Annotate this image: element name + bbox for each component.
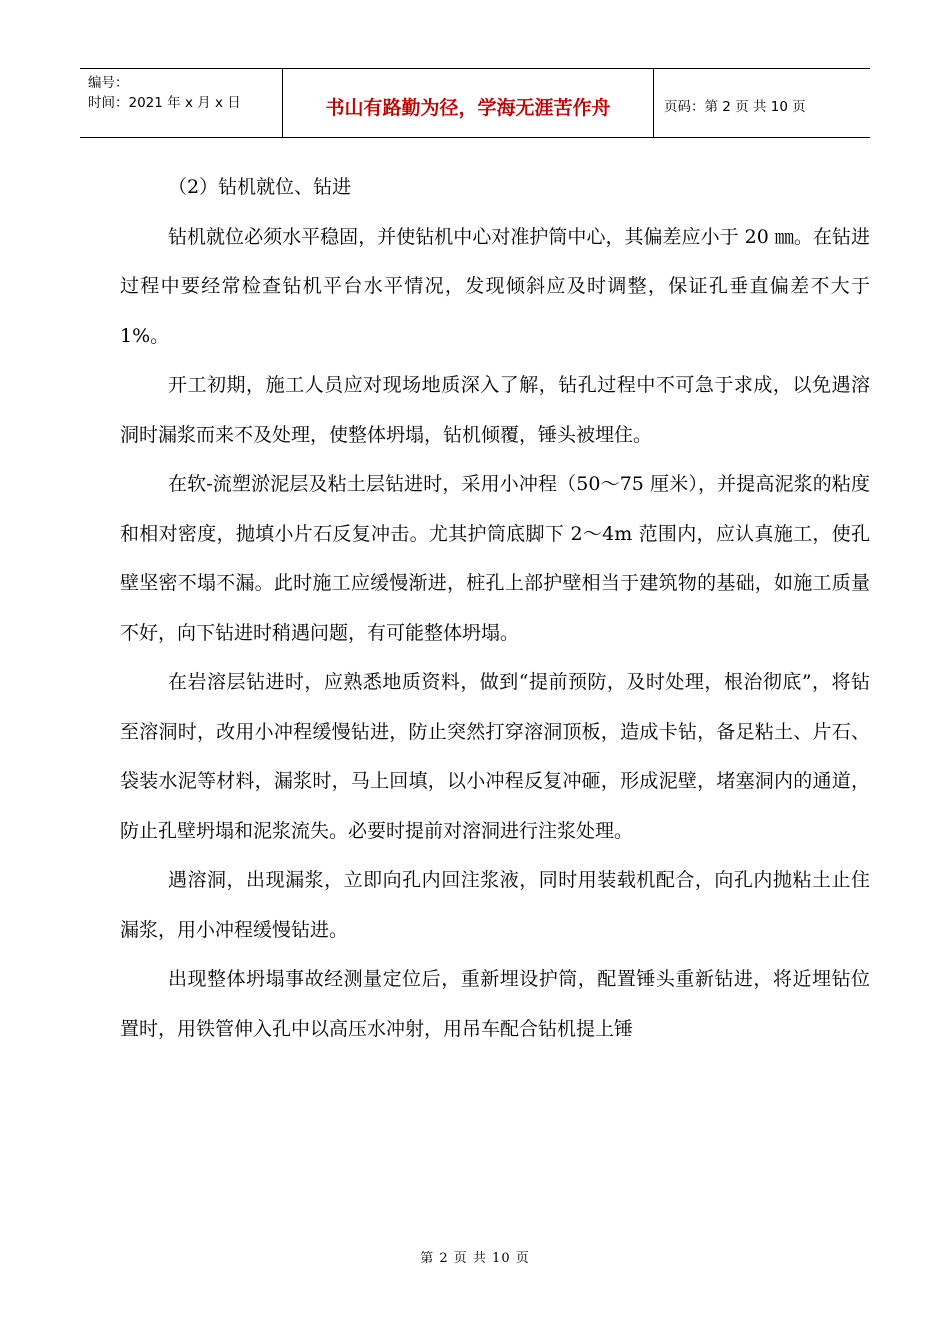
document-body	[120, 163, 870, 1054]
header-meta	[80, 69, 282, 137]
time-label: 时间：2021 年 x 月 x 日	[88, 95, 241, 111]
paragraph: 钻机就位必须水平稳固，并使钻机中心对准护筒中心，其偏差应小于 20 ㎜。在钻进过程中要经常检查钻机平台水平情况，发现倾斜应及时调整，保证孔垂直偏差不大于 1%。	[120, 225, 870, 347]
paragraph: 遇溶洞，出现漏浆，立即向孔内回注浆液，同时用装载机配合，向孔内抛粘土止住漏浆，用小冲程缓慢钻进。	[120, 869, 870, 941]
header-page-info: 页码：第 2 页 共 10 页	[664, 99, 806, 115]
paragraph: 在岩溶层钻进时，应熟悉地质资料，做到“提前预防，及时处理，根治彻底”，将钻至溶洞时，改用小冲程缓慢钻进，防止突然打穿溶洞顶板，造成卡钻，备足粘土、片石、袋装水泥等材料，漏浆时，马上回填，以小冲程反复冲砸，形成泥壁，堵塞洞内的通道，防止孔壁坍塌和泥浆流失。必要时提前对溶洞进行注浆处理。	[120, 671, 870, 842]
page-header	[80, 68, 870, 138]
paragraph: 在软-流塑淤泥层及粘土层钻进时，采用小冲程（50～75 厘米），并提高泥浆的粘度和相对密度，抛填小片石反复冲击。尤其护筒底脚下 2～4m 范围内，应认真施工，使孔壁坚密不塌不漏。此时施工应缓慢渐进，桩孔上部护壁相当于建筑物的基础，如施工质量不好，向下钻进时稍遇问题，有可能整体坍塌。	[120, 473, 870, 644]
paragraph: 出现整体坍塌事故经测量定位后，重新埋设护筒，配置锤头重新钻进，将近埋钻位置时，用铁管伸入孔中以高压水冲射，用吊车配合钻机提上锤	[120, 968, 870, 1040]
number-label: 编号：	[88, 75, 129, 91]
page-footer: 第 2 页 共 10 页	[420, 1251, 530, 1266]
section-heading: （2）钻机就位、钻进	[168, 176, 352, 198]
paragraph: 开工初期，施工人员应对现场地质深入了解，钻孔过程中不可急于求成，以免遇溶洞时漏浆而来不及处理，使整体坍塌，钻机倾覆，锤头被埋住。	[120, 374, 870, 446]
header-motto: 书山有路勤为径，学海无涯苦作舟	[282, 69, 654, 137]
